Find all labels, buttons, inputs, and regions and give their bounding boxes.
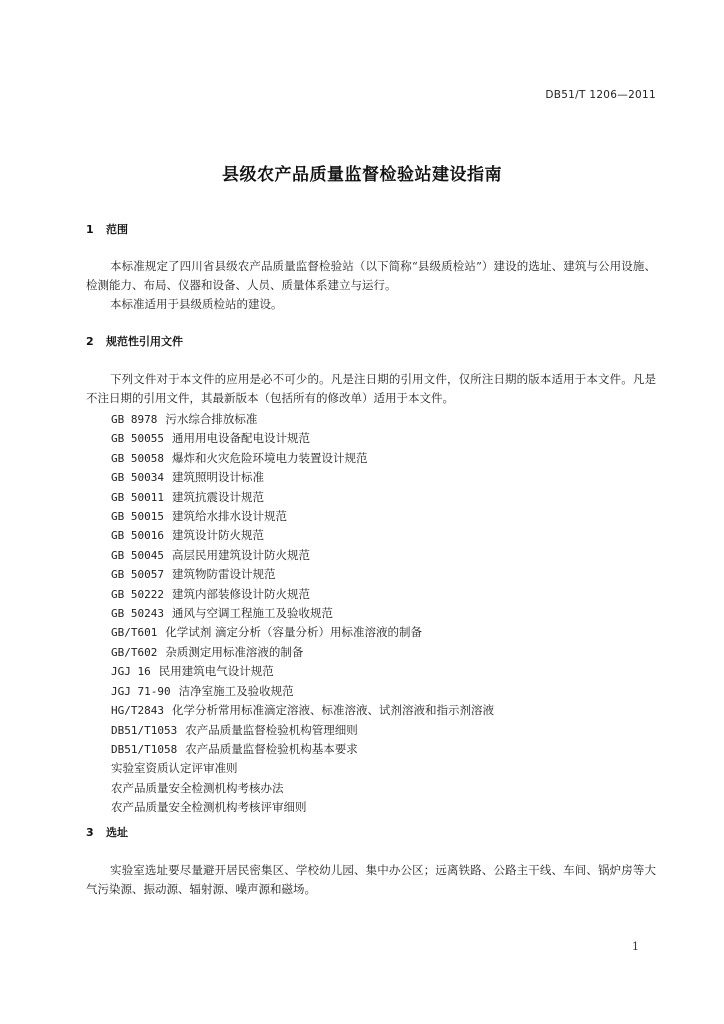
reference-item [111, 798, 494, 817]
reference-title: 高层民用建筑设计防火规范 [171, 547, 310, 562]
reference-title: 通用用电设备配电设计规范 [171, 431, 310, 446]
reference-code: GB 50011 [111, 490, 164, 504]
reference-code: GB 50058 [111, 451, 164, 465]
reference-item [111, 682, 494, 701]
reference-item [111, 526, 494, 545]
reference-code: GB 50243 [111, 607, 164, 621]
reference-item [111, 546, 494, 565]
document-title: 县级农产品质量监督检验站建设指南 [222, 165, 502, 185]
reference-title: 农产品质量监督检验机构基本要求 [185, 741, 358, 756]
site-selection-paragraph: 实验室选址要尽量避开居民密集区、学校幼儿园、集中办公区；远离铁路、公路主干线、车间、锅炉房等大气污染源、振动源、辐射源、噪声源和磁场。 [86, 863, 656, 896]
section-title: 范围 [106, 223, 128, 236]
reference-item [111, 449, 494, 468]
reference-code: GB 50045 [111, 548, 164, 562]
reference-item [111, 759, 494, 778]
reference-item [111, 468, 494, 487]
reference-title: 农产品质量安全检测机构考核评审细则 [111, 800, 307, 815]
reference-code: GB 50015 [111, 510, 164, 524]
reference-title: 建筑内部装修设计防火规范 [171, 586, 310, 601]
reference-item [111, 410, 494, 429]
reference-title: 民用建筑电气设计规范 [158, 664, 274, 679]
reference-item [111, 779, 494, 798]
reference-item [111, 565, 494, 584]
reference-title: 污水综合排放标准 [165, 412, 258, 426]
reference-code: GB 50222 [111, 587, 164, 601]
reference-code: JGJ 71-90 [111, 684, 171, 698]
page-number: 1 [632, 940, 639, 953]
reference-item [111, 507, 494, 526]
reference-title: 化学分析常用标准滴定溶液、标准溶液、试剂溶液和指示剂溶液 [171, 703, 494, 718]
reference-title: 洁净室施工及验收规范 [178, 683, 294, 698]
section-number: 2 [86, 335, 94, 348]
reference-code: GB/T601 [111, 626, 158, 640]
reference-item [111, 662, 494, 681]
reference-item [111, 643, 494, 662]
section-3-heading [86, 824, 128, 840]
reference-item [111, 604, 494, 623]
reference-title: 建筑照明设计标准 [171, 470, 264, 485]
reference-item [111, 585, 494, 604]
standard-code: DB51/T 1206—2011 [545, 89, 656, 101]
section-1-heading [86, 221, 128, 237]
reference-title: 实验室资质认定评审准则 [111, 761, 238, 776]
reference-title: 农产品质量监督检验机构管理细则 [185, 722, 358, 737]
reference-title: 建筑设计防火规范 [171, 528, 264, 543]
reference-title: 爆炸和火灾危险环境电力装置设计规范 [171, 450, 368, 465]
reference-code: GB/T602 [111, 645, 158, 659]
reference-title: 杂质测定用标准溶液的制备 [165, 644, 304, 659]
reference-code: GB 8978 [111, 413, 158, 426]
section-number: 3 [86, 826, 94, 839]
reference-code: JGJ 16 [111, 665, 151, 679]
section-title: 选址 [106, 826, 128, 839]
section-2-heading [86, 333, 183, 349]
reference-code: HG/T2843 [111, 704, 164, 718]
reference-code: GB 50016 [111, 529, 164, 543]
section-number: 1 [86, 223, 94, 236]
references-intro: 下列文件对于本文件的应用是必不可少的。凡是注日期的引用文件，仅所注日期的版本适用于本文件。凡是不注日期的引用文件，其最新版本（包括所有的修改单）适用于本文件。 [86, 372, 656, 405]
reference-item [111, 740, 494, 759]
reference-title: 化学试剂 滴定分析（容量分析）用标准溶液的制备 [165, 625, 423, 640]
scope-paragraph: 本标准规定了四川省县级农产品质量监督检验站（以下简称“县级质检站”）建设的选址、建筑与公用设施、检测能力、布局、仪器和设备、人员、质量体系建立与运行。 [86, 259, 656, 292]
reference-item [111, 721, 494, 740]
reference-item [111, 429, 494, 448]
reference-title: 农产品质量安全检测机构考核办法 [111, 780, 284, 795]
reference-code: GB 50055 [111, 432, 164, 446]
reference-list [111, 410, 494, 818]
reference-title: 建筑给水排水设计规范 [171, 509, 287, 524]
section-title: 规范性引用文件 [106, 335, 183, 348]
reference-title: 建筑抗震设计规范 [171, 489, 264, 504]
reference-title: 通风与空调工程施工及验收规范 [171, 606, 333, 621]
reference-code: GB 50034 [111, 471, 164, 485]
reference-code: DB51/T1053 [111, 723, 178, 737]
reference-title: 建筑物防雷设计规范 [171, 567, 276, 582]
reference-item [111, 623, 494, 642]
reference-item [111, 488, 494, 507]
reference-code: GB 50057 [111, 568, 164, 582]
scope-applicability: 本标准适用于县级质检站的建设。 [110, 297, 283, 311]
reference-code: DB51/T1058 [111, 742, 178, 756]
reference-item [111, 701, 494, 720]
